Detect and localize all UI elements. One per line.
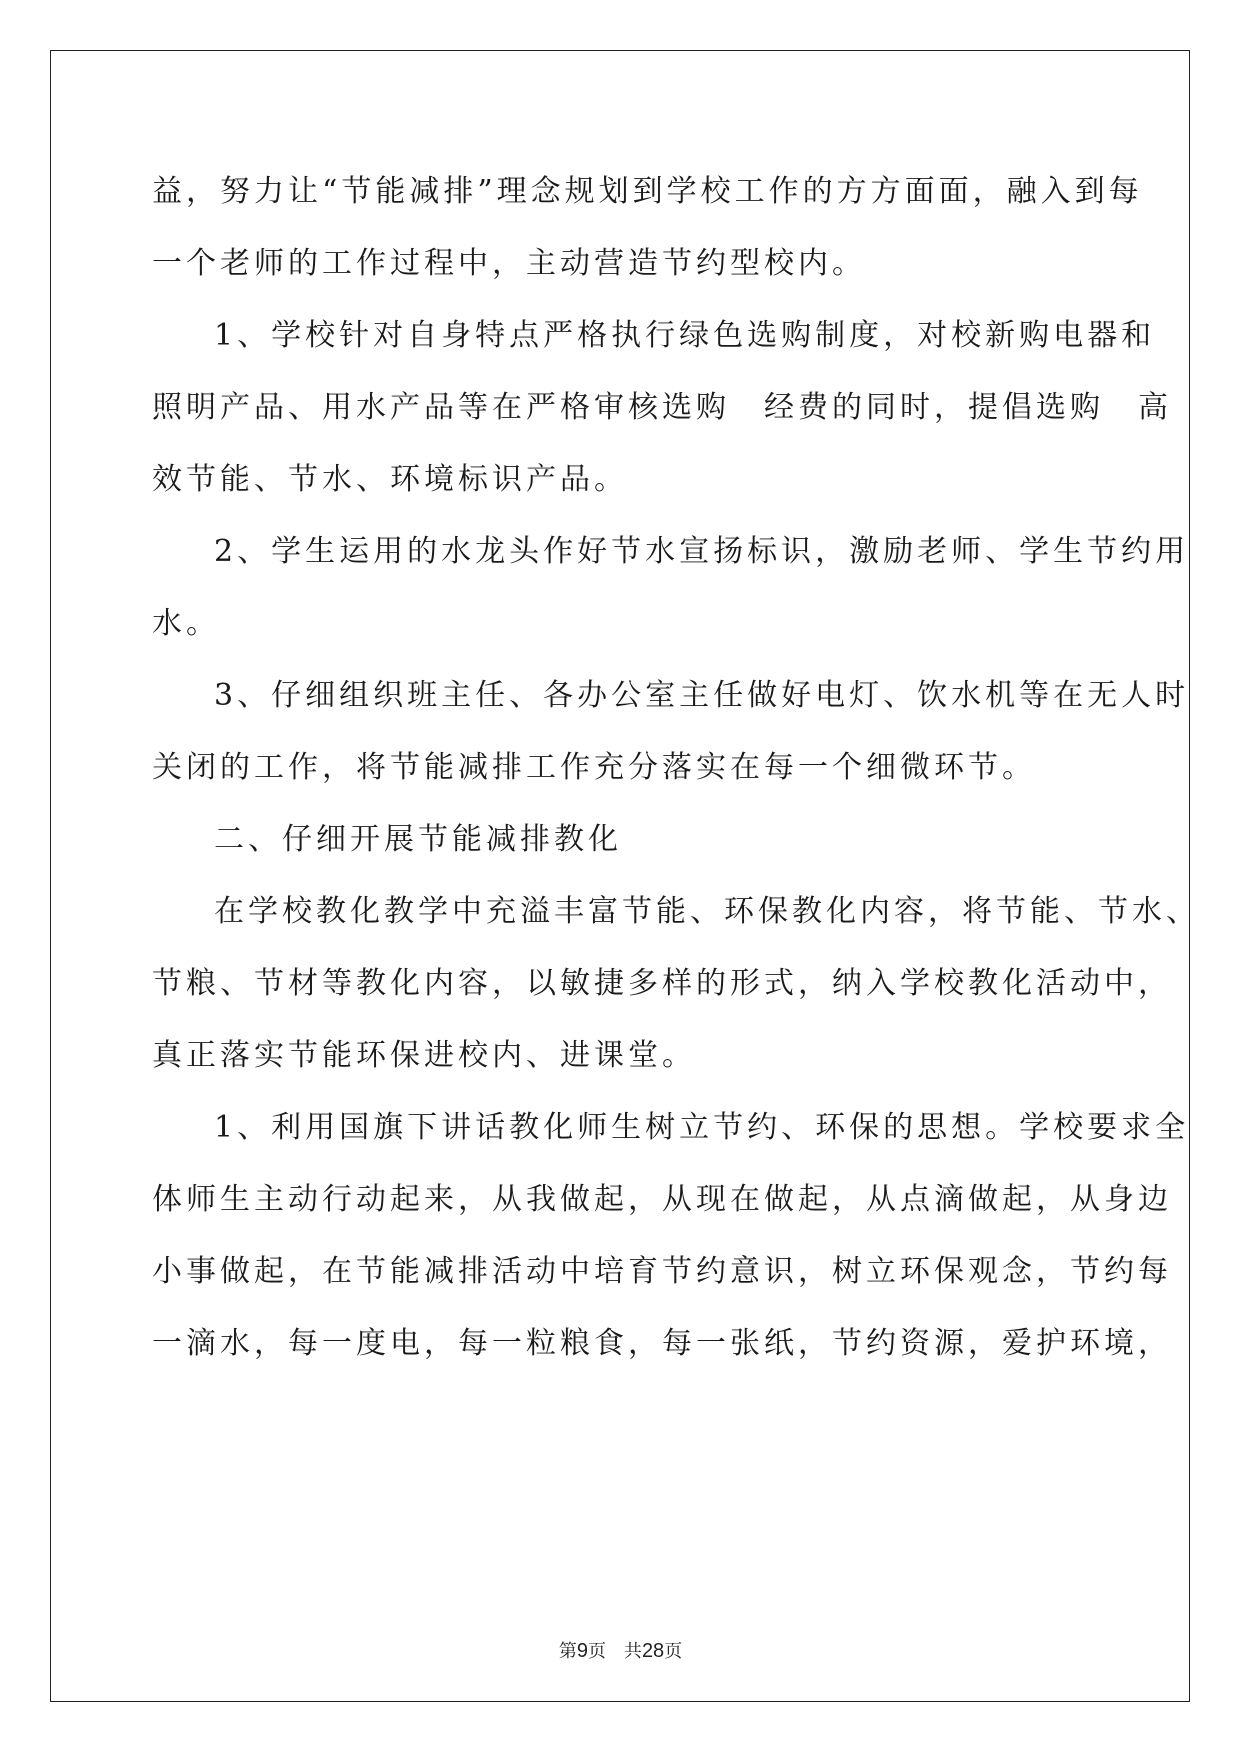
text-line: 益，努力让“节能减排”理念规划到学校工作的方方面面，融入到每	[152, 174, 1143, 209]
text-line: 3、仔细组织班主任、各办公室主任做好电灯、饮水机等在无人时	[214, 678, 1190, 713]
text-line: 体师生主动行动起来，从我做起，从现在做起，从点滴做起，从身边	[152, 1182, 1172, 1217]
text-line: 一滴水，每一度电，每一粒粮食，每一张纸，节约资源，爱护环境，	[152, 1326, 1172, 1361]
footer-mid: 页 共	[587, 1641, 642, 1662]
current-page-number: 9	[576, 1640, 588, 1662]
text-line: 在学校教化教学中充溢丰富节能、环保教化内容，将节能、节水、	[214, 894, 1200, 929]
text-line: 一个老师的工作过程中，主动营造节约型校内。	[152, 246, 866, 281]
section-heading: 二、仔细开展节能减排教化	[214, 822, 622, 857]
footer-prefix: 第	[558, 1641, 577, 1662]
text-line: 小事做起，在节能减排活动中培育节约意识，树立环保观念，节约每	[152, 1254, 1172, 1289]
text-line: 效节能、节水、环境标识产品。	[152, 462, 628, 497]
text-line: 水。	[152, 606, 220, 641]
text-line: 1、利用国旗下讲话教化师生树立节约、环保的思想。学校要求全	[214, 1110, 1190, 1145]
total-page-count: 28	[641, 1640, 665, 1662]
footer-suffix: 页	[664, 1641, 683, 1662]
text-line: 节粮、节材等教化内容，以敏捷多样的形式，纳入学校教化活动中，	[152, 966, 1172, 1001]
page-border	[50, 50, 1190, 1702]
text-line: 2、学生运用的水龙头作好节水宣扬标识，激励老师、学生节约用	[214, 534, 1190, 569]
text-line: 1、学校针对自身特点严格执行绿色选购制度，对校新购电器和	[214, 318, 1156, 353]
text-line: 关闭的工作，将节能减排工作充分落实在每一个细微环节。	[152, 750, 1036, 785]
text-line: 照明产品、用水产品等在严格审核选购 经费的同时，提倡选购 高	[152, 390, 1172, 425]
page-footer	[0, 1637, 1241, 1663]
text-line: 真正落实节能环保进校内、进课堂。	[152, 1038, 696, 1073]
